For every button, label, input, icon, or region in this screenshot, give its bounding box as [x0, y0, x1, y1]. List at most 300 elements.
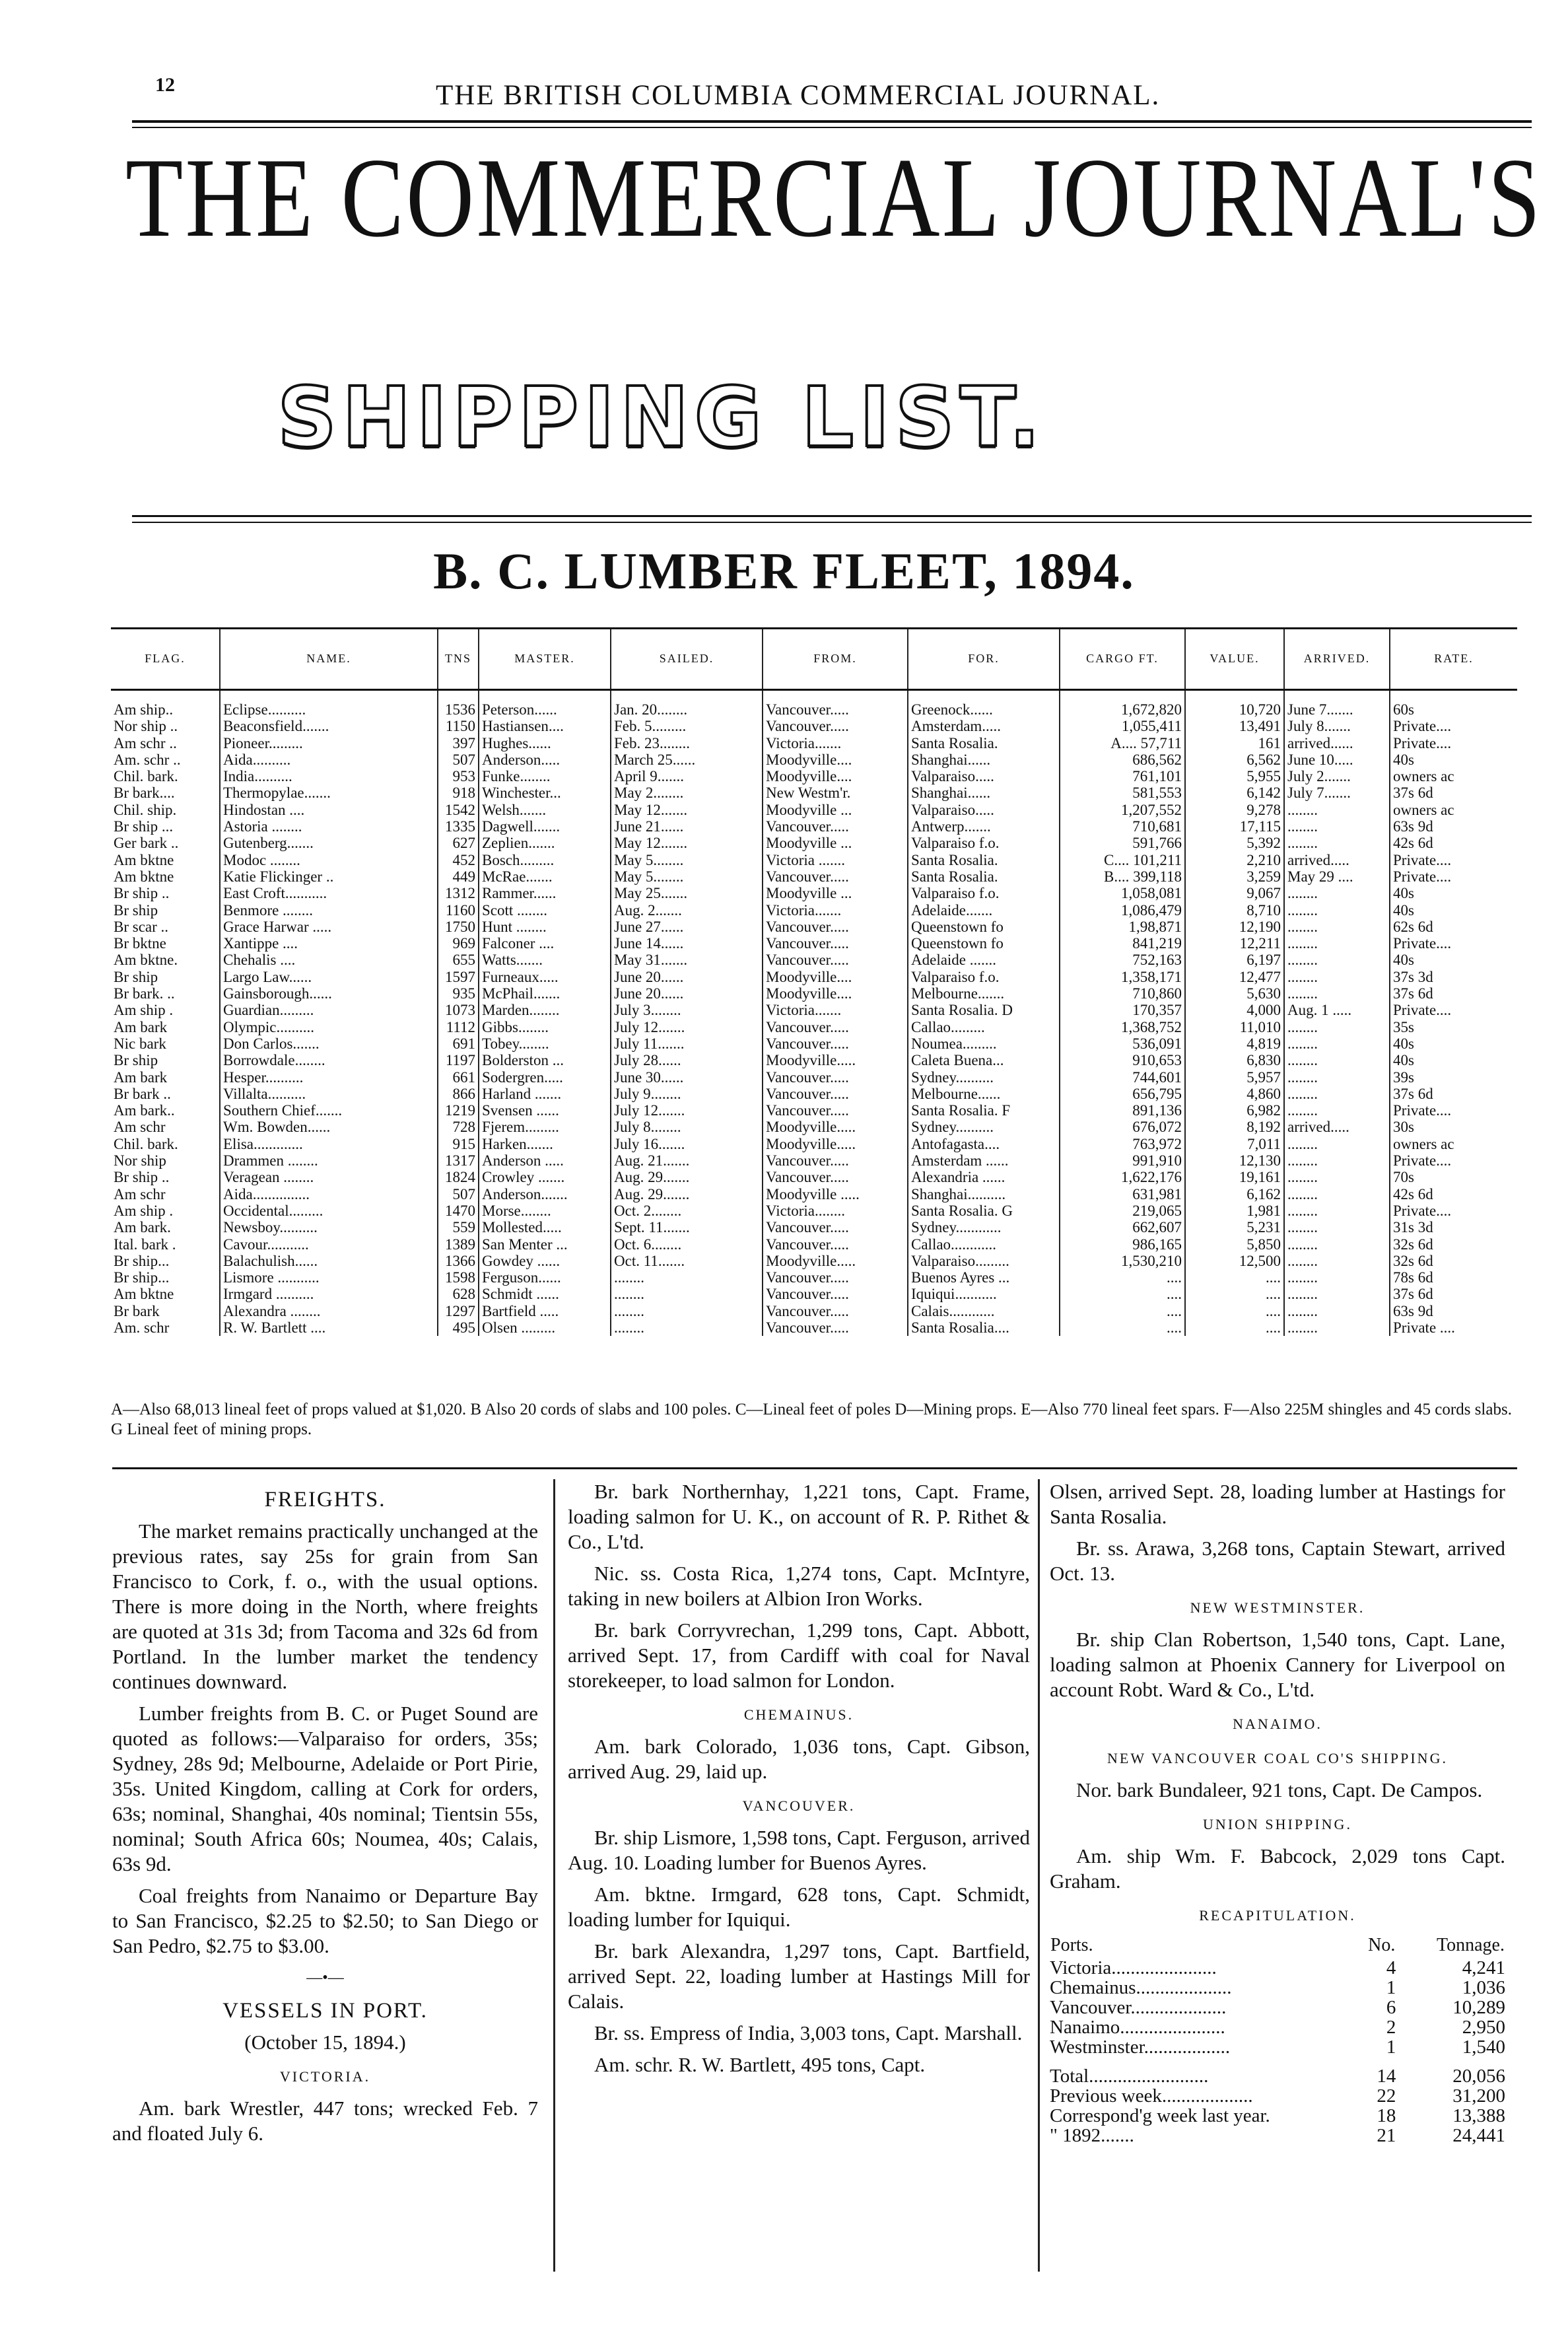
header-rule [132, 120, 1532, 123]
table-cell: 32s 6d [1390, 1236, 1517, 1253]
table-cell: Am bark.. [114, 1102, 175, 1119]
table-cell: Don Carlos....... [220, 1035, 438, 1052]
table-cell: 507 [438, 1186, 479, 1202]
table-cell: March 25...... [611, 751, 763, 768]
column-header: RATE. [1390, 629, 1517, 690]
table-cell: 1,368,752 [1060, 1019, 1185, 1035]
spacer-cell [438, 690, 479, 702]
table-cell: Nor ship [114, 1152, 166, 1169]
table-cell: Olympic.......... [220, 1019, 438, 1035]
table-cell: Moodyville.... [763, 969, 908, 985]
table-cell: Victoria....... [763, 902, 908, 919]
freights-heading: FREIGHTS. [264, 1488, 386, 1512]
table-cell: ........ [1284, 818, 1390, 835]
recap-header-ports: Ports. [1050, 1935, 1093, 1955]
table-cell: Private.... [1390, 1102, 1517, 1119]
table-cell: 744,601 [1060, 1069, 1185, 1086]
table-cell: 1317 [438, 1152, 479, 1169]
table-row [111, 718, 1517, 734]
table-row [111, 902, 1517, 919]
table-cell: Victoria........ [763, 1202, 908, 1219]
table-row [111, 768, 1517, 784]
recap-cell: Vancouver.................... [1050, 1997, 1227, 2018]
table-cell: Br ship... [114, 1269, 170, 1286]
table-cell: Am bktne [114, 868, 174, 885]
table-cell: Lismore ........... [220, 1269, 438, 1286]
table-cell: 12,211 [1185, 935, 1284, 952]
table-cell: ........ [1284, 935, 1390, 952]
table-cell: Chil. bark. [114, 768, 178, 785]
spacer-cell [908, 690, 1060, 702]
table-cell: Largo Law...... [220, 969, 438, 985]
table-row [111, 835, 1517, 851]
column-header: TNS [438, 629, 479, 690]
table-cell: Caleta Buena... [908, 1052, 1060, 1068]
table-cell: 1219 [438, 1102, 479, 1119]
table-cell: June 14...... [611, 935, 763, 952]
recap-cell: Westminster.................. [1050, 2037, 1231, 2058]
recap-cell: 20,056 [1452, 2066, 1505, 2087]
table-cell: Katie Flickinger .. [220, 868, 438, 885]
table-cell: 452 [438, 852, 479, 868]
table-cell: Vancouver..... [763, 1019, 908, 1035]
vessel-paragraph: Nic. ss. Costa Rica, 1,274 tons, Capt. McIntyre, taking in new boilers at Albion Iron Works. [568, 1562, 1030, 1610]
table-cell: June 20...... [611, 985, 763, 1002]
table-cell: 991,910 [1060, 1152, 1185, 1169]
victoria-paragraph: Am. bark Wrestler, 447 tons; wrecked Feb. 7 and floated July 6. [112, 2097, 538, 2145]
table-cell: Peterson...... [479, 701, 611, 718]
freights-column [112, 1479, 538, 2153]
table-cell: 710,860 [1060, 985, 1185, 1002]
table-cell: 891,136 [1060, 1102, 1185, 1119]
table-cell: Sodergren..... [479, 1069, 611, 1086]
table-cell: Eclipse.......... [220, 701, 438, 718]
table-cell: 4,819 [1185, 1035, 1284, 1052]
table-cell: Shanghai...... [908, 751, 1060, 768]
spacer-cell [111, 690, 220, 702]
table-cell: 915 [438, 1136, 479, 1152]
table-cell: 507 [438, 751, 479, 768]
table-cell: ........ [1284, 952, 1390, 968]
table-cell: 5,957 [1185, 1069, 1284, 1086]
table-cell: 752,163 [1060, 952, 1185, 968]
recap-cell: 1,036 [1462, 1977, 1505, 1998]
table-row [111, 1052, 1517, 1068]
table-cell: ........ [1284, 985, 1390, 1002]
table-cell: Marden........ [479, 1002, 611, 1018]
recap-row [1050, 2126, 1505, 2145]
table-cell: Br ship [114, 901, 158, 919]
table-cell: East Croft........... [220, 885, 438, 901]
table-cell: Borrowdale........ [220, 1052, 438, 1068]
table-cell: ........ [1284, 902, 1390, 919]
table-cell: May 12....... [611, 802, 763, 818]
table-cell: 10,720 [1185, 701, 1284, 718]
table-cell: 1542 [438, 802, 479, 818]
table-cell: 12,500 [1185, 1253, 1284, 1269]
table-cell: Moodyville ... [763, 802, 908, 818]
table-cell: 1,055,411 [1060, 718, 1185, 734]
table-cell: 7,011 [1185, 1136, 1284, 1152]
table-row [111, 701, 1517, 718]
table-cell: 761,101 [1060, 768, 1185, 784]
table-cell: Santa Rosalia. [908, 852, 1060, 868]
vessel-paragraph: Br. ship Lismore, 1,598 tons, Capt. Ferguson, arrived Aug. 10. Loading lumber for Buenos Ayres. [568, 1826, 1030, 1874]
table-cell: Sydney.......... [908, 1119, 1060, 1135]
table-cell: 35s [1390, 1019, 1517, 1035]
table-cell: Private.... [1390, 1152, 1517, 1169]
table-cell: Oct. 2........ [611, 1202, 763, 1219]
table-cell: Br bark [114, 1302, 160, 1319]
table-cell: 728 [438, 1119, 479, 1135]
table-cell: Am schr [114, 1119, 166, 1136]
table-cell: 170,357 [1060, 1002, 1185, 1018]
table-row [111, 852, 1517, 868]
table-cell: Bartfield ..... [479, 1303, 611, 1319]
spacer-cell [220, 690, 438, 702]
table-cell: Amsterdam..... [908, 718, 1060, 734]
table-cell: 13,491 [1185, 718, 1284, 734]
table-cell: Private.... [1390, 868, 1517, 885]
recap-row [1050, 1978, 1505, 1998]
table-cell: June 7....... [1284, 701, 1390, 718]
table-cell: Callao............ [908, 1236, 1060, 1253]
table-cell: Victoria....... [763, 735, 908, 751]
table-cell: Schmidt ...... [479, 1286, 611, 1302]
table-cell: Alexandra ........ [220, 1303, 438, 1319]
table-cell: Nic bark [114, 1035, 166, 1052]
table-cell: July 12....... [611, 1102, 763, 1119]
table-cell: April 9....... [611, 768, 763, 784]
table-cell: Br ship [114, 968, 158, 985]
table-cell: 8,710 [1185, 902, 1284, 919]
table-cell: Am bktne [114, 851, 174, 868]
table-cell: Valparaiso..... [908, 802, 1060, 818]
table-cell: July 3........ [611, 1002, 763, 1018]
table-cell: Victoria....... [763, 1002, 908, 1018]
table-cell: Astoria ........ [220, 818, 438, 835]
table-cell: ........ [1284, 1152, 1390, 1169]
table-row [111, 1119, 1517, 1135]
table-cell: Private.... [1390, 852, 1517, 868]
column-header: VALUE. [1185, 629, 1284, 690]
table-cell: 953 [438, 768, 479, 784]
table-footnote: A—Also 68,013 lineal feet of props valued at $1,020. B Also 20 cords of slabs and 100 poles. C—Lineal feet of poles D—Mining props. E—Also 770 lineal feet spars. F—Also 225M shingles and 45 cords slabs. G Lineal feet of mining props. [111, 1401, 1512, 1438]
table-cell: 9,278 [1185, 802, 1284, 818]
table-cell: Am ship.. [114, 701, 174, 718]
ports-column-right [1050, 1479, 1505, 2145]
recap-row [1050, 1958, 1505, 1978]
table-row [111, 1186, 1517, 1202]
recap-cell: Correspond'g week last year. [1050, 2105, 1270, 2126]
table-cell: Amsterdam ...... [908, 1152, 1060, 1169]
table-cell: Am ship . [114, 1002, 174, 1019]
table-cell: Aug. 2....... [611, 902, 763, 919]
table-cell: 39s [1390, 1069, 1517, 1086]
table-cell: ........ [1284, 835, 1390, 851]
table-cell: Pioneer......... [220, 735, 438, 751]
table-cell: Falconer .... [479, 935, 611, 952]
table-cell: Chil. bark. [114, 1135, 178, 1152]
table-cell: 1366 [438, 1253, 479, 1269]
table-cell: 40s [1390, 1035, 1517, 1052]
table-cell: Br ship... [114, 1252, 170, 1269]
table-cell: 449 [438, 868, 479, 885]
column-header: NAME. [220, 629, 438, 690]
table-cell: Olsen ......... [479, 1319, 611, 1336]
table-cell: July 16....... [611, 1136, 763, 1152]
table-cell: Furneaux..... [479, 969, 611, 985]
table-cell: July 8....... [1284, 718, 1390, 734]
table-cell: Anderson ..... [479, 1152, 611, 1169]
freights-paragraph: Lumber freights from B. C. or Puget Sound are quoted as follows:—Valparaiso for orders, 35s; Sydney, 28s 9d; Melbourne, Adelaide or Port Pirie, 35s. United Kingdom, calling at Cork for orders, 63s; nominal, Shanghai, 40s nominal; Tientsin 55s, nominal; South Africa 60s; Noumea, 40s; Calais, 63s 9d. [112, 1702, 538, 1875]
table-row [111, 818, 1517, 835]
table-cell: ........ [1284, 885, 1390, 901]
table-cell: Iquiqui........... [908, 1286, 1060, 1302]
table-cell: 1389 [438, 1236, 479, 1253]
table-cell: May 25....... [611, 885, 763, 901]
table-cell: 627 [438, 835, 479, 851]
lumber-fleet-table [111, 627, 1517, 1336]
table-cell: Vancouver..... [763, 1086, 908, 1102]
table-cell: 31s 3d [1390, 1219, 1517, 1236]
table-cell: ........ [1284, 1052, 1390, 1068]
table-cell: Calais............ [908, 1303, 1060, 1319]
table-cell: Svensen ...... [479, 1102, 611, 1119]
table-cell: 1598 [438, 1269, 479, 1286]
table-row [111, 868, 1517, 885]
recap-row [1050, 1998, 1505, 2017]
table-cell: 1,672,820 [1060, 701, 1185, 718]
table-cell: .... [1060, 1303, 1185, 1319]
recap-cell: Chemainus.................... [1050, 1977, 1232, 1998]
table-cell: 40s [1390, 885, 1517, 901]
recap-cell: 22 [1377, 2085, 1396, 2107]
table-row [111, 1269, 1517, 1286]
table-cell: Villalta.......... [220, 1086, 438, 1102]
table-cell: 581,553 [1060, 784, 1185, 801]
table-cell: June 20...... [611, 969, 763, 985]
table-cell: Zeplien....... [479, 835, 611, 851]
table-cell: Southern Chief....... [220, 1102, 438, 1119]
table-cell: ........ [1284, 1086, 1390, 1102]
vessel-paragraph: Nor. bark Bundaleer, 921 tons, Capt. De Campos. [1076, 1778, 1483, 1801]
table-cell: Melbourne....... [908, 985, 1060, 1002]
shipping-list-title: SHIPPING LIST. [277, 370, 1046, 466]
table-cell: Harken....... [479, 1136, 611, 1152]
table-cell: 30s [1390, 1119, 1517, 1135]
table-cell: 60s [1390, 701, 1517, 718]
vessel-paragraph: Am. bktne. Irmgard, 628 tons, Capt. Schmidt, loading lumber for Iquiqui. [568, 1883, 1030, 1931]
table-cell: 841,219 [1060, 935, 1185, 952]
table-cell: 1073 [438, 1002, 479, 1018]
table-cell: 1160 [438, 902, 479, 919]
table-cell: Adelaide ....... [908, 952, 1060, 968]
table-cell: Am schr [114, 1185, 166, 1202]
table-cell: B.... 399,118 [1060, 868, 1185, 885]
table-cell: Antofagasta.... [908, 1136, 1060, 1152]
table-cell: 12,190 [1185, 919, 1284, 935]
spacer-cell [479, 690, 611, 702]
table-cell: Moodyville.... [763, 768, 908, 784]
table-cell: Am schr .. [114, 734, 177, 751]
table-cell: arrived..... [1284, 1119, 1390, 1135]
table-cell: Santa Rosalia.... [908, 1319, 1060, 1336]
table-cell: Am ship . [114, 1202, 174, 1219]
table-cell: Valparaiso..... [908, 768, 1060, 784]
recap-cell: 24,441 [1452, 2125, 1505, 2146]
table-cell: Br bark.... [114, 784, 175, 802]
table-cell: Alexandria ...... [908, 1169, 1060, 1185]
table-cell: 631,981 [1060, 1186, 1185, 1202]
table-cell: 40s [1390, 751, 1517, 768]
table-cell: Gainsborough...... [220, 985, 438, 1002]
table-cell: 5,850 [1185, 1236, 1284, 1253]
table-cell: Queenstown fo [908, 919, 1060, 935]
table-cell: 1312 [438, 885, 479, 901]
table-cell: July 12....... [611, 1019, 763, 1035]
table-cell: Private.... [1390, 735, 1517, 751]
table-cell: Br ship .. [114, 885, 170, 902]
table-cell: 1,530,210 [1060, 1253, 1185, 1269]
table-cell: 1,358,171 [1060, 969, 1185, 985]
table-cell: June 21...... [611, 818, 763, 835]
spacer-cell [1284, 690, 1390, 702]
fleet-heading: B. C. LUMBER FLEET, 1894. [433, 542, 1135, 600]
recap-row [1050, 2017, 1505, 2037]
table-cell: Sept. 11....... [611, 1219, 763, 1236]
table-row [111, 1002, 1517, 1018]
table-cell: ........ [611, 1269, 763, 1286]
table-cell: Victoria ....... [763, 852, 908, 868]
table-cell: Vancouver..... [763, 718, 908, 734]
table-cell: 5,955 [1185, 768, 1284, 784]
recap-cell: 13,388 [1452, 2105, 1505, 2126]
table-row [111, 1035, 1517, 1052]
table-cell: Br ship .. [114, 1169, 170, 1186]
table-cell: Am bark [114, 1068, 168, 1086]
table-cell: Beaconsfield....... [220, 718, 438, 734]
table-cell: 1,981 [1185, 1202, 1284, 1219]
table-cell: Drammen ........ [220, 1152, 438, 1169]
table-cell: 9,067 [1185, 885, 1284, 901]
table-cell: ........ [1284, 1253, 1390, 1269]
table-cell: 4,860 [1185, 1086, 1284, 1102]
table-cell: 918 [438, 784, 479, 801]
table-cell: McRae....... [479, 868, 611, 885]
table-cell: Chil. ship. [114, 801, 177, 818]
table-cell: June 30...... [611, 1069, 763, 1086]
table-cell: Santa Rosalia. F [908, 1102, 1060, 1119]
table-cell: owners ac [1390, 802, 1517, 818]
table-cell: Tobey........ [479, 1035, 611, 1052]
table-cell: .... [1060, 1269, 1185, 1286]
table-cell: Br ship ... [114, 818, 174, 835]
table-cell: 1,086,479 [1060, 902, 1185, 919]
table-cell: Private.... [1390, 1002, 1517, 1018]
table-cell: ........ [1284, 919, 1390, 935]
table-cell: Nor ship .. [114, 718, 178, 735]
table-cell: C.... 101,211 [1060, 852, 1185, 868]
ports-column-middle [568, 1479, 1030, 2084]
recapitulation-heading: RECAPITULATION. [1199, 1907, 1356, 1924]
recap-cell: 1,540 [1462, 2037, 1505, 2058]
table-cell: ........ [1284, 1286, 1390, 1302]
table-cell: Moodyville..... [763, 1119, 908, 1135]
table-cell: Fjerem......... [479, 1119, 611, 1135]
vessel-paragraph: Br. bark Alexandra, 1,297 tons, Capt. Bartfield, arrived Sept. 22, loading lumber at Hastings Mill for Calais. [568, 1939, 1030, 2013]
table-cell: Moodyville..... [763, 1253, 908, 1269]
table-cell: 1,207,552 [1060, 802, 1185, 818]
spacer-cell [1060, 690, 1185, 702]
table-cell: 42s 6d [1390, 835, 1517, 851]
table-cell: 37s 6d [1390, 985, 1517, 1002]
table-cell: ........ [1284, 1035, 1390, 1052]
table-cell: 78s 6d [1390, 1269, 1517, 1286]
journal-title: THE COMMERCIAL JOURNAL'S [125, 135, 1543, 261]
table-cell: 12,477 [1185, 969, 1284, 985]
table-cell: 495 [438, 1319, 479, 1336]
vancouver-heading: VANCOUVER. [742, 1797, 856, 1814]
table-cell: Vancouver..... [763, 1269, 908, 1286]
table-cell: ........ [611, 1286, 763, 1302]
table-cell: .... [1185, 1286, 1284, 1302]
table-cell: 63s 9d [1390, 1303, 1517, 1319]
vessel-paragraph: Br. ship Clan Robertson, 1,540 tons, Capt. Lane, loading salmon at Phoenix Cannery for Liverpool on account Robt. Ward & Co., L'td. [1050, 1628, 1505, 1701]
table-cell: Thermopylae....... [220, 784, 438, 801]
table-cell: Vancouver..... [763, 919, 908, 935]
table-cell: 5,392 [1185, 835, 1284, 851]
recap-cell: 2 [1386, 2017, 1396, 2038]
table-cell: R. W. Bartlett .... [220, 1319, 438, 1336]
table-cell: ........ [611, 1319, 763, 1336]
recap-cell: Previous week................... [1050, 2085, 1253, 2107]
table-cell: May 31....... [611, 952, 763, 968]
table-row [111, 1169, 1517, 1185]
table-cell: Aida.......... [220, 751, 438, 768]
table-cell: Rammer...... [479, 885, 611, 901]
table-cell: 5,231 [1185, 1219, 1284, 1236]
new-westminster-heading: NEW WESTMINSTER. [1190, 1599, 1365, 1616]
recap-header-row [1050, 1935, 1505, 1958]
table-cell: ........ [1284, 1019, 1390, 1035]
table-cell: Dagwell....... [479, 818, 611, 835]
table-cell: Balachulish...... [220, 1253, 438, 1269]
table-cell: July 9........ [611, 1086, 763, 1102]
vessel-paragraph: Br. ss. Arawa, 3,268 tons, Captain Stewart, arrived Oct. 13. [1050, 1537, 1505, 1585]
table-cell: Xantippe .... [220, 935, 438, 952]
table-cell: New Westm'r. [763, 784, 908, 801]
table-cell: Feb. 23........ [611, 735, 763, 751]
table-cell: Crowley ....... [479, 1169, 611, 1185]
union-shipping-heading: UNION SHIPPING. [1203, 1816, 1352, 1832]
table-row [111, 935, 1517, 952]
table-cell: 1112 [438, 1019, 479, 1035]
table-cell: Hunt ........ [479, 919, 611, 935]
table-cell: 1536 [438, 701, 479, 718]
table-cell: Vancouver..... [763, 1319, 908, 1336]
recap-cell: 4,241 [1462, 1957, 1505, 1978]
table-row [111, 1102, 1517, 1119]
table-cell: Hesper.......... [220, 1069, 438, 1086]
table-cell: 11,010 [1185, 1019, 1284, 1035]
table-cell: 655 [438, 952, 479, 968]
table-cell: Vancouver..... [763, 1169, 908, 1185]
table-row [111, 952, 1517, 968]
table-cell: Santa Rosalia. D [908, 1002, 1060, 1018]
victoria-heading: VICTORIA. [279, 2068, 371, 2085]
table-cell: ........ [1284, 1102, 1390, 1119]
